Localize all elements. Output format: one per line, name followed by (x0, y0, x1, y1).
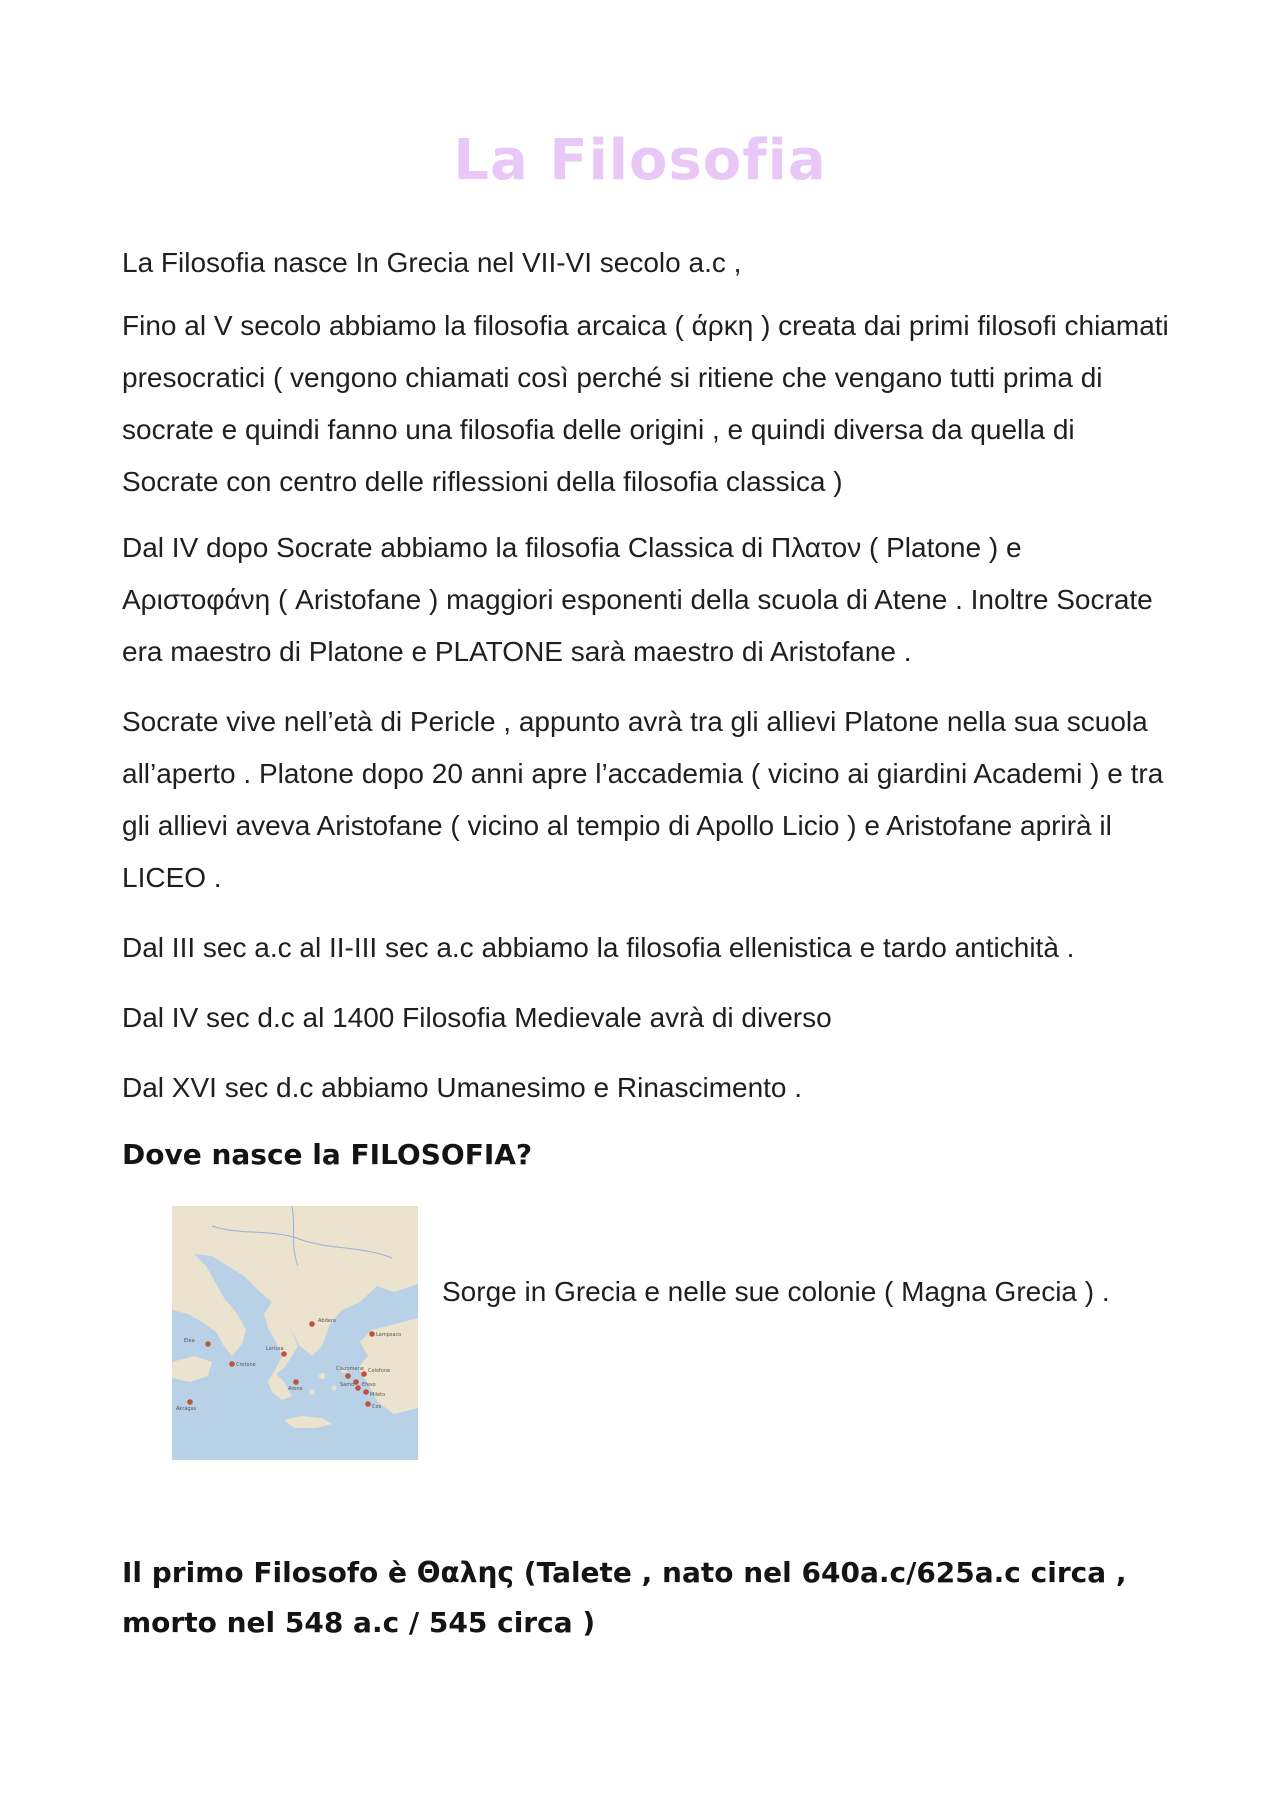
map-label-akragas: Akragas (176, 1406, 197, 1412)
closing-statement: Il primo Filosofo è Θαλης (Talete , nato nel 640a.c/625a.c circa , morto nel 548 a.c / 545 circa ) (122, 1556, 1127, 1639)
map-label-clazomene: Clazomene (336, 1366, 364, 1372)
map-label-efeso: Efeso (362, 1382, 376, 1388)
section-heading: Dove nasce la FILOSOFIA? (122, 1138, 533, 1171)
page-title: La Filosofia (453, 128, 827, 193)
map-label-mileto: Mileto (370, 1392, 386, 1398)
map-label-elea: Elea (184, 1338, 195, 1344)
map-label-crotone: Crotone (236, 1362, 256, 1368)
paragraph-socrates: Socrate vive nell’età di Pericle , appunto avrà tra gli allievi Platone nella sua scuola all’aperto . Platone dopo 20 anni apre l’accademia ( vicino ai giardini Academi ) e tra gli allievi aveva Aristofane ( vicino al tempio di Apollo Licio ) e Aristofane aprirà il LICEO . (122, 706, 1164, 893)
map-image (172, 1206, 418, 1460)
paragraph-medieval: Dal IV sec d.c al 1400 Filosofia Medievale avrà di diverso (122, 1002, 832, 1033)
map-label-larissa: Larissa (266, 1346, 284, 1352)
map-label-abdera: Abdera (318, 1318, 336, 1324)
paragraph-hellenistic: Dal III sec a.c al II-III sec a.c abbiamo la filosofia ellenistica e tardo antichità . (122, 932, 1075, 963)
map-label-lampsaco: Lampsaco (376, 1332, 402, 1338)
map-label-atene: Atene (288, 1386, 303, 1392)
paragraph-archaic: Fino al V secolo abbiamo la filosofia arcaica ( άρκη ) creata dai primi filosofi chiamati presocratici ( vengono chiamati così perché si ritiene che vengano tutti prima di socrate e quindi fanno una filosofia delle origini , e quindi diversa da quella di Socrate con centro delle riflessioni della filosofia classica ) (122, 310, 1169, 497)
paragraph-origin: La Filosofia nasce In Grecia nel VII-VI secolo a.c , (122, 247, 742, 278)
paragraph-renaissance: Dal XVI sec d.c abbiamo Umanesimo e Rinascimento . (122, 1072, 803, 1103)
map-label-colofone: Colofone (368, 1368, 391, 1374)
map-label-cos: Cos (372, 1404, 382, 1410)
paragraph-classical: Dal IV dopo Socrate abbiamo la filosofia Classica di Πλατον ( Platone ) e Αριστοφάνη ( Aristofane ) maggiori esponenti della scuola di Atene . Inoltre Socrate era maestro di Platone e PLATONE sarà maestro di Aristofane . (122, 532, 1153, 667)
map-label-samo: Samo (340, 1382, 355, 1388)
map-caption: Sorge in Grecia e nelle sue colonie ( Magna Grecia ) . (442, 1276, 1110, 1307)
